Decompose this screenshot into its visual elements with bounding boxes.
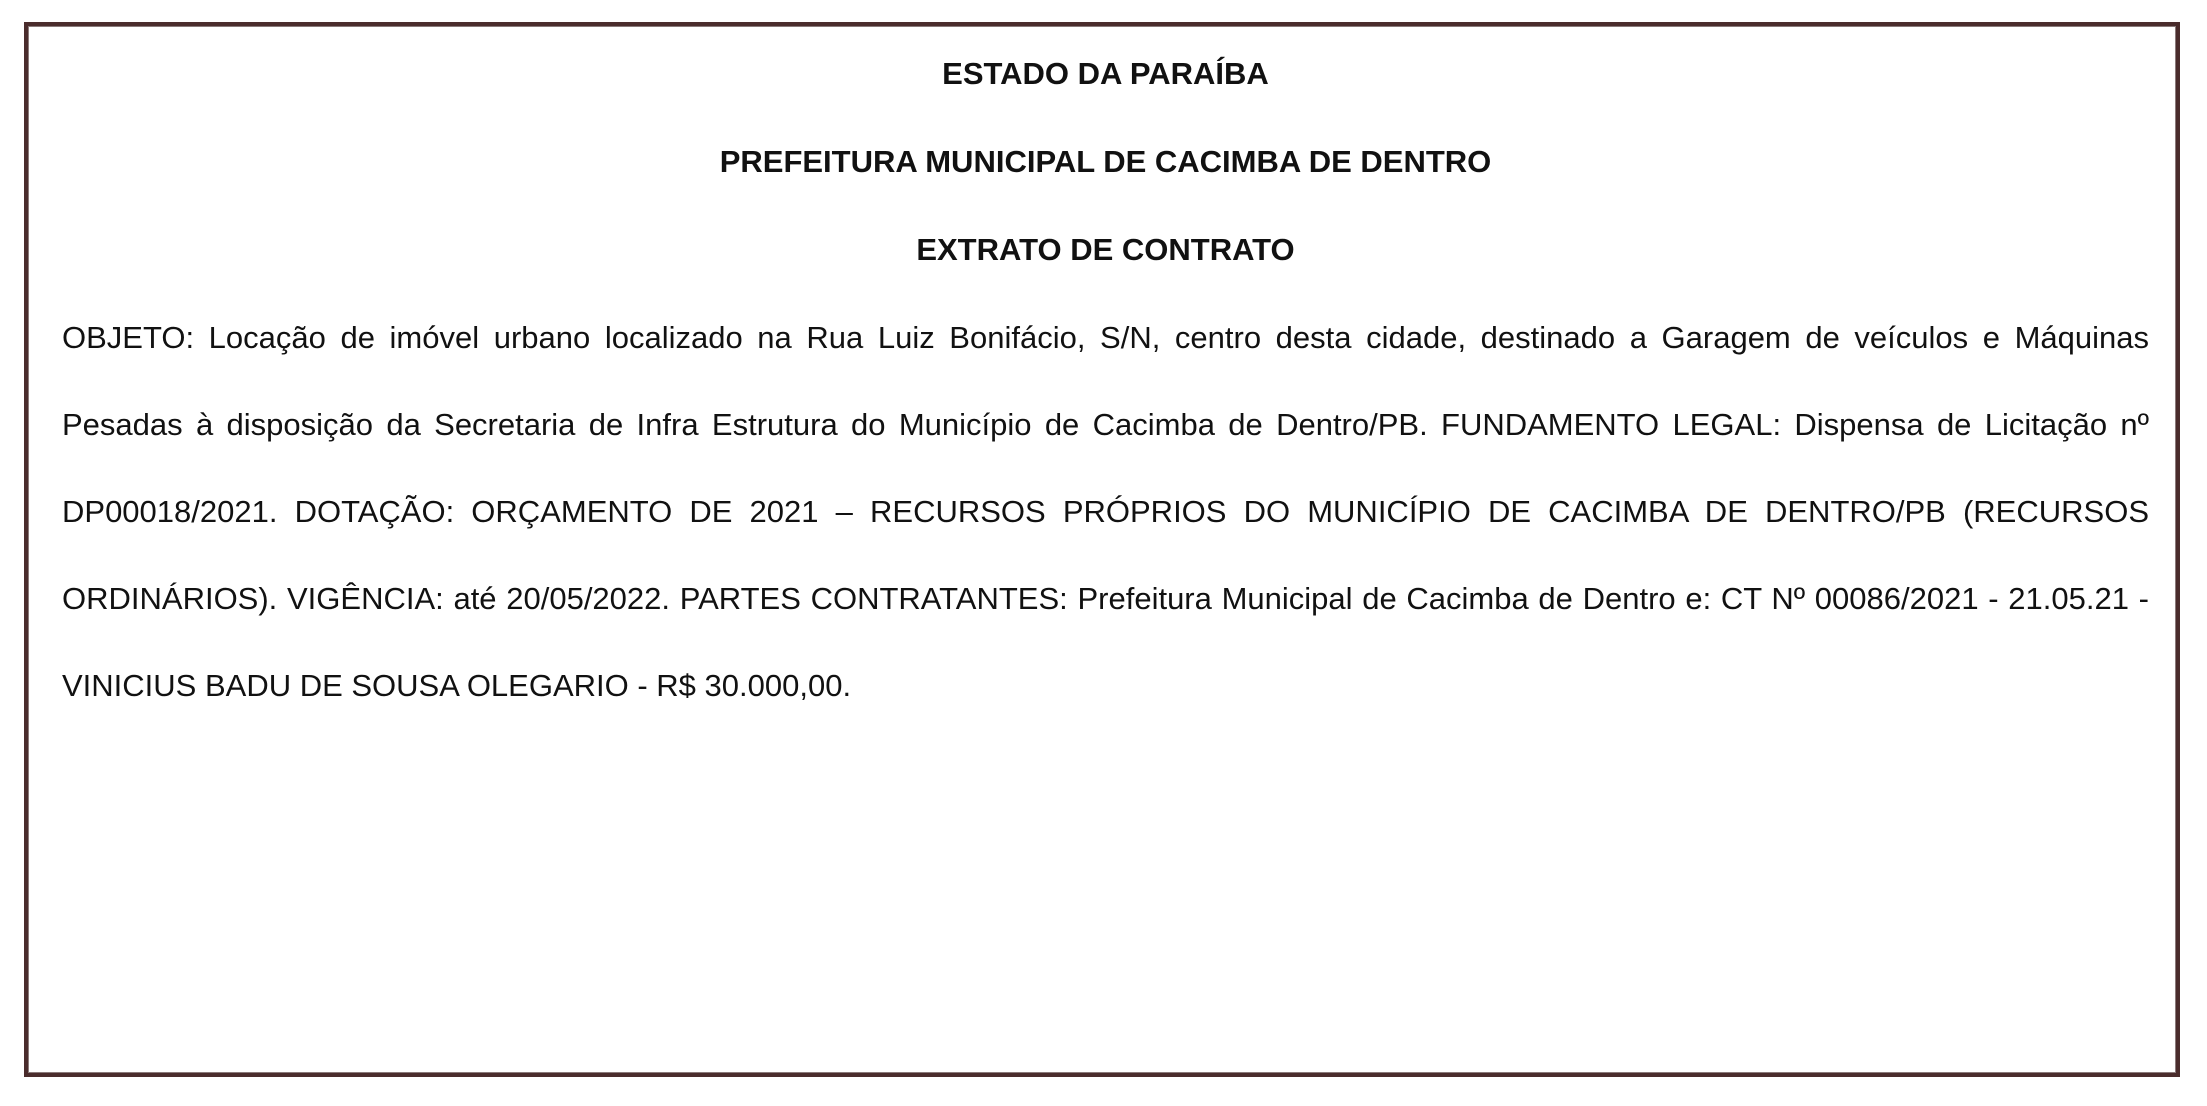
document-frame [24,22,2180,1077]
heading-title: EXTRATO DE CONTRATO [916,232,1295,267]
heading-state: ESTADO DA PARAÍBA [942,56,1269,91]
heading-municipality: PREFEITURA MUNICIPAL DE CACIMBA DE DENTRO [719,144,1492,179]
document-content [62,26,2149,729]
contract-body-text: OBJETO: Locação de imóvel urbano localizado na Rua Luiz Bonifácio, S/N, centro desta cidade, destinado a Garagem de veículos e Máquinas Pesadas à disposição da Secretaria de Infra Estrutura do Município de Cacimba de Dentro/PB. FUNDAMENTO LEGAL: Dispensa de Licitação nº DP00018/2021. DOTAÇÃO: ORÇAMENTO DE 2021 – RECURSOS PRÓPRIOS DO MUNICÍPIO DE CACIMBA DE DENTRO/PB (RECURSOS ORDINÁRIOS). VIGÊNCIA: até 20/05/2022. PARTES CONTRATANTES: Prefeitura Municipal de Cacimba de Dentro e: CT Nº 00086/2021 - 21.05.21 - VINICIUS BADU DE SOUSA OLEGARIO - R$ 30.000,00. [62,320,2149,703]
